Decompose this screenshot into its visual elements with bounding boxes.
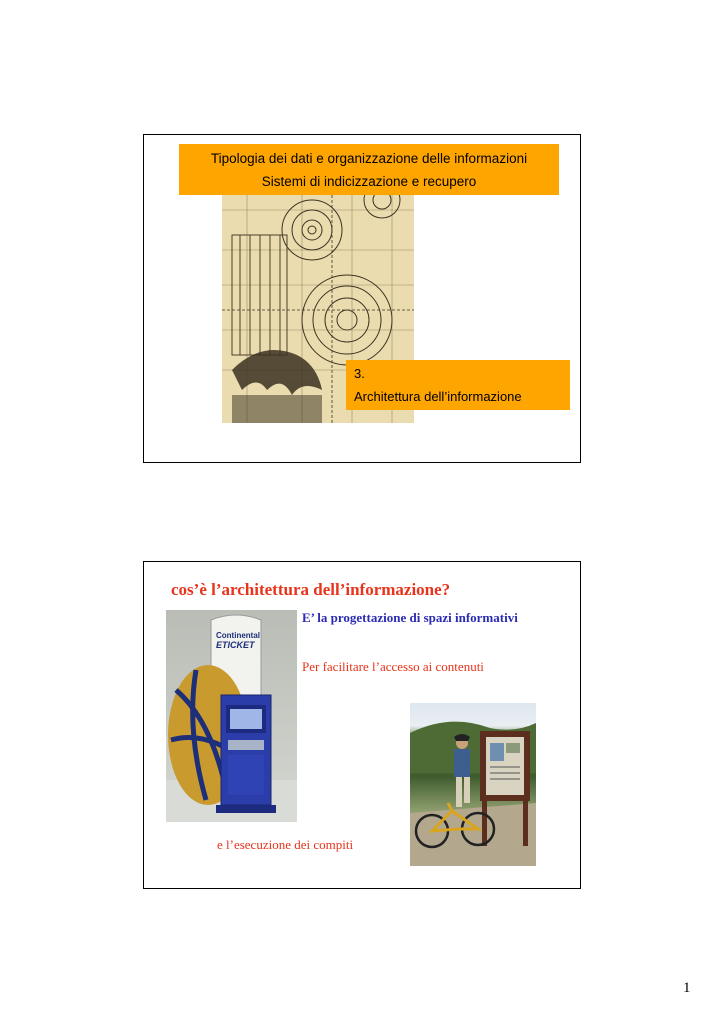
slide-1 [143, 134, 581, 463]
definition-text: E’ la progettazione di spazi informativi [302, 610, 518, 625]
tasks-text: e l’esecuzione dei compiti [217, 837, 354, 852]
cyclist-drawing [410, 703, 536, 866]
kiosk-sign-line-2: ETICKET [216, 640, 255, 650]
slide-heading: cos’è l’architettura dell’informazione? [171, 580, 451, 599]
course-title-line-1: Tipologia dei dati e organizzazione delle informazioni [210, 151, 528, 166]
section-title: Architettura dell’informazione [354, 389, 522, 404]
kiosk-drawing [166, 610, 297, 822]
kiosk-sign-line-1: Continental [216, 631, 260, 640]
section-number: 3. [354, 366, 365, 381]
access-text: Per facilitare l’accesso ai contenuti [302, 659, 484, 674]
course-title-line-2: Sistemi di indicizzazione e recupero [261, 174, 477, 189]
slide-2 [143, 561, 581, 889]
cyclist-information-board-image [410, 703, 536, 866]
course-title-box [179, 144, 559, 195]
ticket-kiosk-image [166, 610, 297, 822]
section-title-box [346, 360, 570, 410]
page-number: 1 [683, 980, 691, 996]
